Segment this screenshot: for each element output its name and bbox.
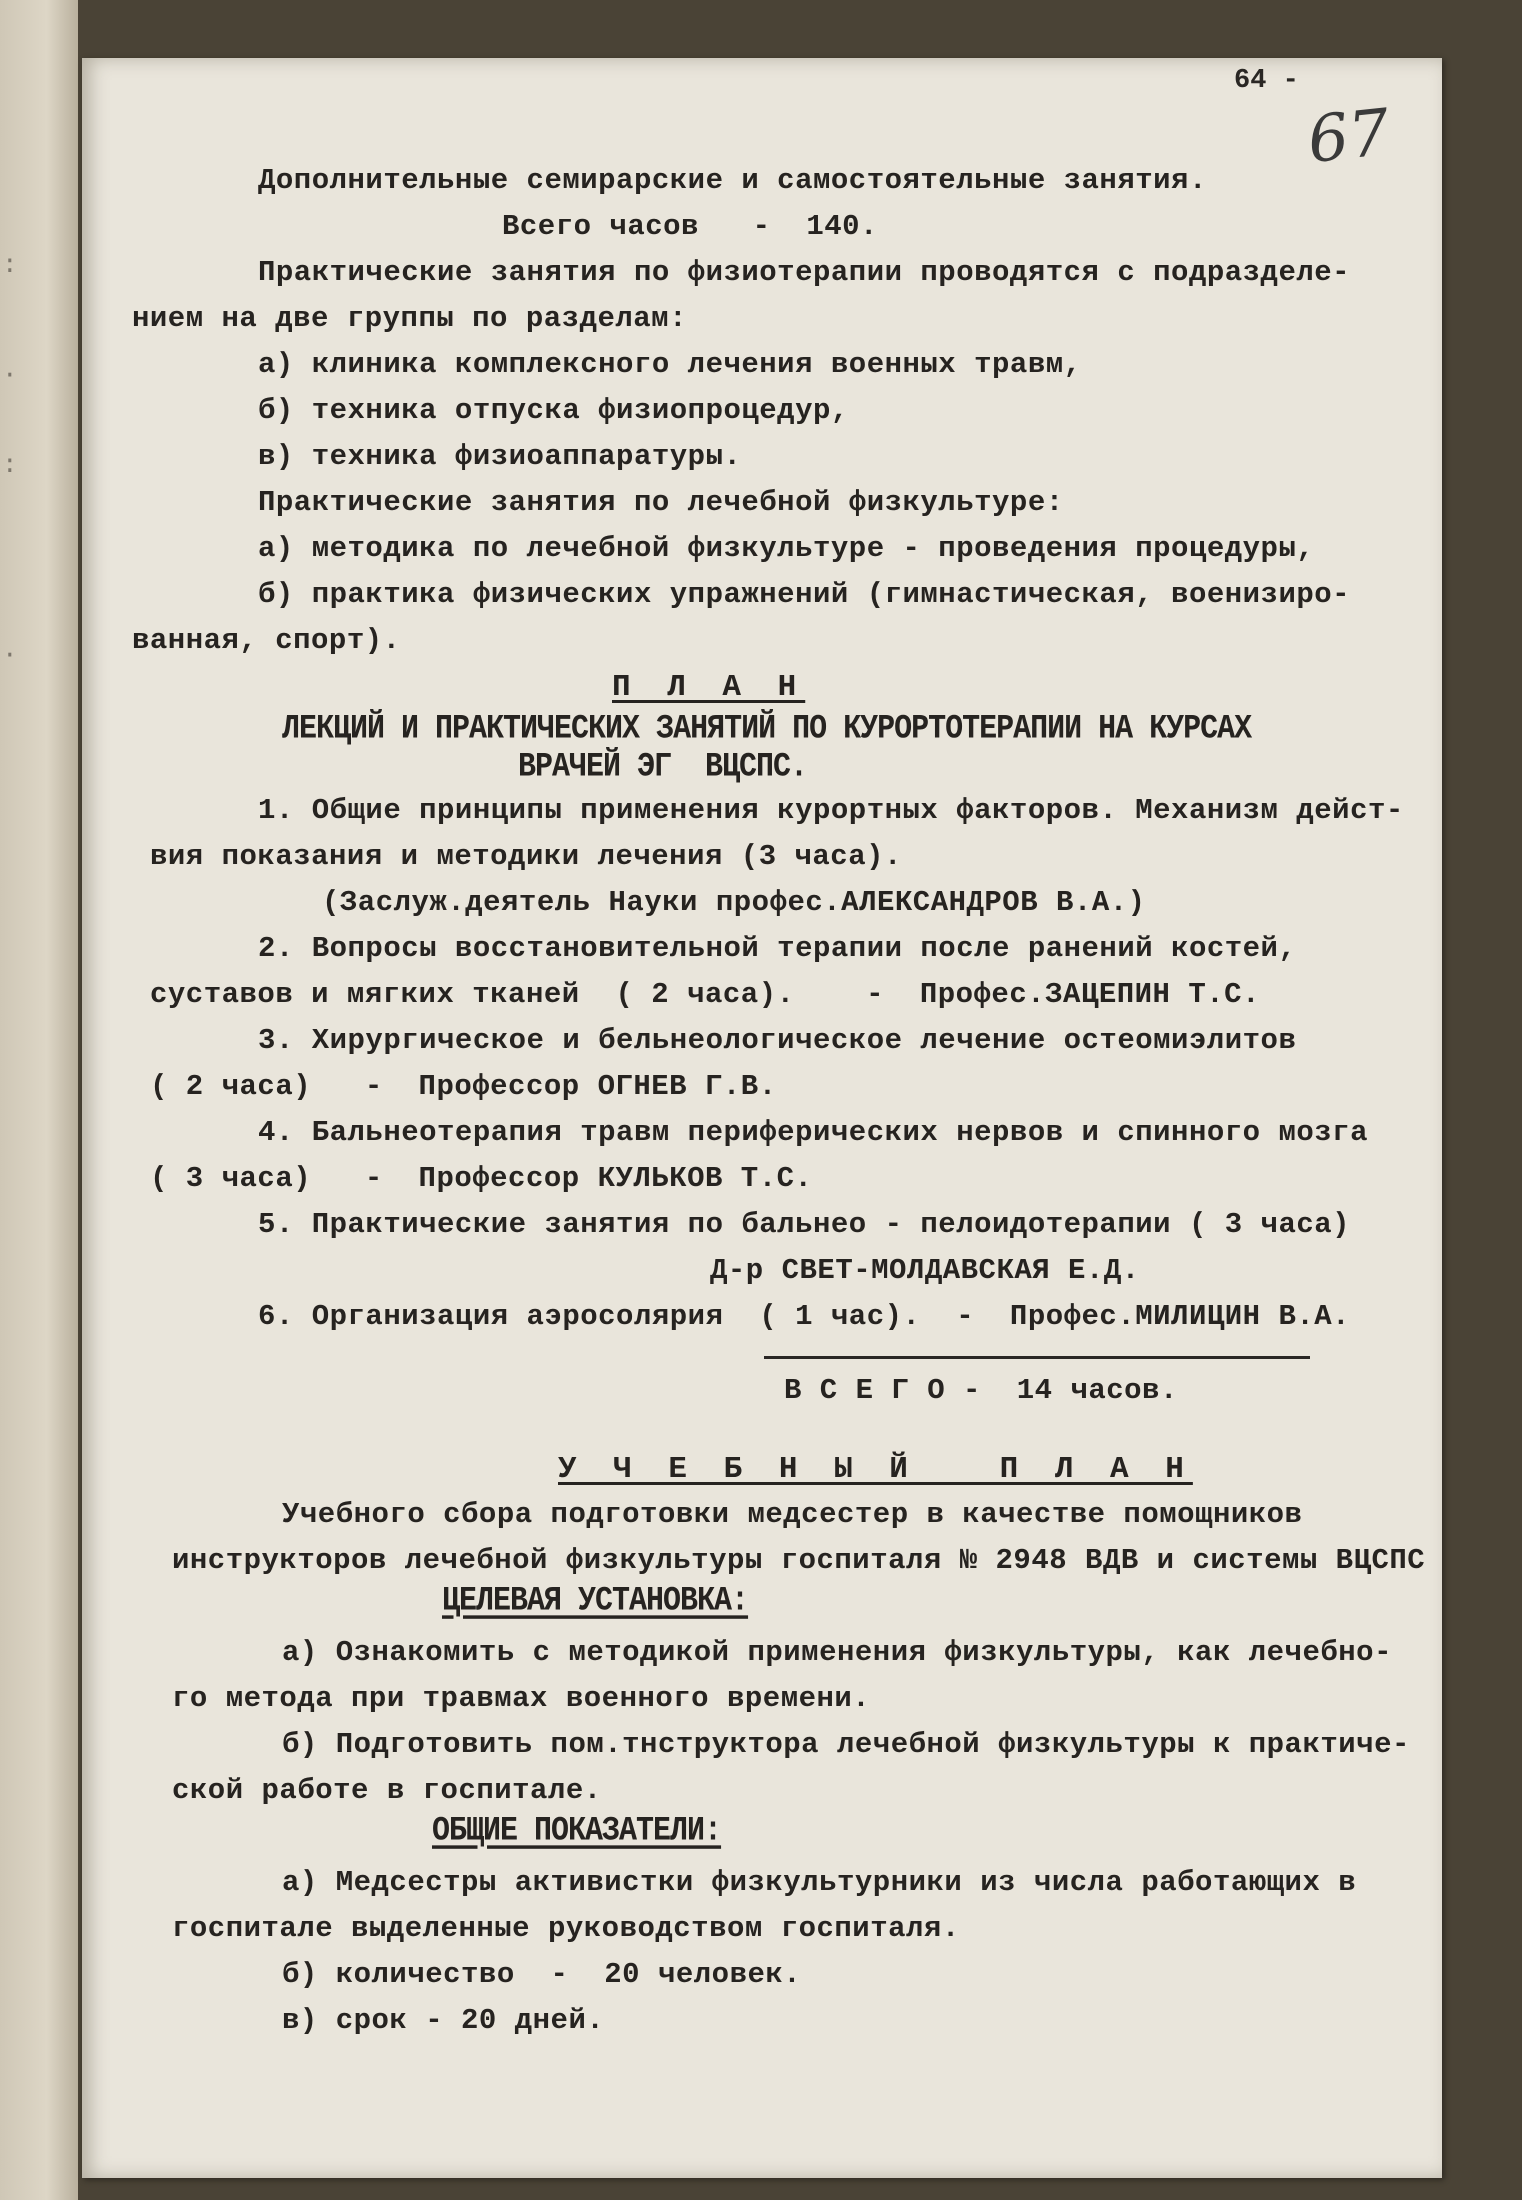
goal-item: го метода при травмах военного времени. (172, 1682, 871, 1715)
plan-subtitle: ВРАЧЕЙ ЭГ ВЦСПС. (518, 748, 808, 788)
plan-item: 5. Практические занятия по бальнео - пелоидотерапии ( 3 часа) (258, 1208, 1351, 1241)
previous-page-mark: · (2, 360, 18, 390)
goal-item: а) Ознакомить с методикой применения физкультуры, как лечебно- (282, 1636, 1392, 1669)
study-plan-text: инструкторов лечебной физкультуры госпиталя № 2948 ВДВ и системы ВЦСПС (172, 1544, 1426, 1577)
plan-item: 2. Вопросы восстановительной терапии после ранений костей, (258, 932, 1297, 965)
goal-heading: ЦЕЛЕВАЯ УСТАНОВКА: (442, 1582, 749, 1622)
plan-total: В С Е Г О - 14 часов. (784, 1374, 1178, 1407)
plan-item: 4. Бальнеотерапия травм периферических нервов и спинного мозга (258, 1116, 1368, 1149)
general-item: а) Медсестры активистки физкультурники из числа работающих в (282, 1866, 1357, 1899)
intro-line: Практические занятия по физиотерапии проводятся с подразделе- (258, 256, 1351, 289)
handwritten-archive-number: 67 (1304, 95, 1394, 179)
plan-item: вия показания и методики лечения (3 часа). (150, 840, 902, 873)
page-number: 64 - (1234, 66, 1299, 96)
total-divider (764, 1356, 1310, 1359)
plan-item: ( 3 часа) - Профессор КУЛЬКОВ Т.С. (150, 1162, 813, 1195)
plan-title: П Л А Н (612, 670, 806, 705)
goal-item: ской работе в госпитале. (172, 1774, 602, 1807)
intro-line: Практические занятия по лечебной физкультуре: (258, 486, 1064, 519)
plan-item: 6. Организация аэросолярия ( 1 час). - Профес.МИЛИЦИН В.А. (258, 1300, 1351, 1333)
document-page (82, 58, 1442, 2178)
plan-item: 3. Хирургическое и бельнеологическое лечение остеомиэлитов (258, 1024, 1297, 1057)
intro-list-item: а) методика по лечебной физкультуре - проведения процедуры, (258, 532, 1315, 565)
previous-page-edge (0, 0, 78, 2200)
study-plan-text: Учебного сбора подготовки медсестер в качестве помощников (282, 1498, 1303, 1531)
intro-line: нием на две группы по разделам: (132, 302, 687, 335)
plan-subtitle: ЛЕКЦИЙ И ПРАКТИЧЕСКИХ ЗАНЯТИЙ ПО КУРОРТОТЕРАПИИ НА КУРСАХ (282, 710, 1252, 750)
intro-list-item: в) техника физиоаппаратуры. (258, 440, 742, 473)
intro-line: Дополнительные семирарские и самостоятельные занятия. (258, 164, 1207, 197)
intro-list-item: ванная, спорт). (132, 624, 401, 657)
plan-item-lecturer: Д-р СВЕТ-МОЛДАВСКАЯ Е.Д. (710, 1254, 1140, 1287)
intro-list-item: б) практика физических упражнений (гимнастическая, военизиро- (258, 578, 1351, 611)
general-item: в) срок - 20 дней. (282, 2004, 605, 2037)
plan-item: 1. Общие принципы применения курортных факторов. Механизм дейст- (258, 794, 1404, 827)
study-plan-title: У Ч Е Б Н Ы Й П Л А Н (558, 1452, 1193, 1487)
intro-list-item: б) техника отпуска физиопроцедур, (258, 394, 849, 427)
intro-total-hours: Всего часов - 140. (502, 210, 878, 243)
intro-list-item: а) клиника комплексного лечения военных травм, (258, 348, 1082, 381)
plan-item-lecturer: (Заслуж.деятель Науки профес.АЛЕКСАНДРОВ В.А.) (322, 886, 1146, 919)
previous-page-mark: : (2, 250, 18, 280)
goal-item: б) Подготовить пом.тнструктора лечебной физкультуры к практиче- (282, 1728, 1410, 1761)
plan-item: ( 2 часа) - Профессор ОГНЕВ Г.В. (150, 1070, 777, 1103)
general-item: б) количество - 20 человек. (282, 1958, 802, 1991)
plan-item: суставов и мягких тканей ( 2 часа). - Профес.ЗАЦЕПИН Т.С. (150, 978, 1260, 1011)
previous-page-mark: · (2, 640, 18, 670)
general-item: госпитале выделенные руководством госпиталя. (172, 1912, 960, 1945)
general-heading: ОБЩИЕ ПОКАЗАТЕЛИ: (432, 1812, 722, 1852)
previous-page-mark: : (2, 450, 18, 480)
